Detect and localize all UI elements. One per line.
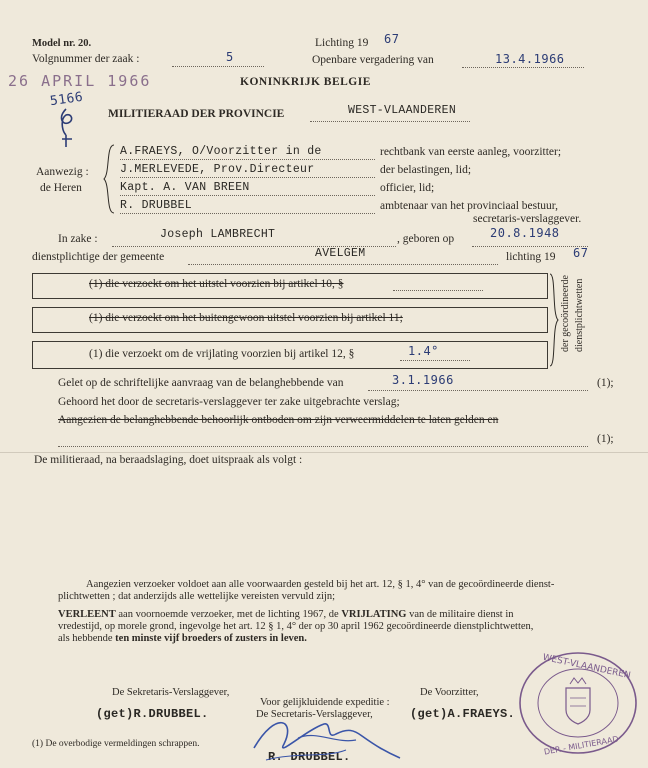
lichting-value: 67 (384, 32, 400, 46)
kingdom-title: KONINKRIJK BELGIE (240, 76, 371, 88)
province-value: WEST-VLAANDEREN (348, 104, 457, 117)
decision-para2-text1: aan voornoemde verzoeker, met de lichting 1967, de (118, 609, 339, 620)
secretary-role: secretaris-verslaggever. (473, 213, 582, 225)
member-name-2: J.MERLEVEDE, Prov.Directeur (120, 163, 315, 176)
inzake-label: In zake : (58, 233, 98, 245)
gemeente-value: AVELGEM (315, 247, 366, 260)
person-name: Joseph LAMBRECHT (160, 228, 276, 241)
options-brace-icon (548, 272, 560, 368)
gelet-label: Gelet op de schriftelijke aanvraag van de belanghebbende van (58, 377, 344, 389)
gelet-end: (1); (597, 377, 614, 389)
received-date-stamp: 26 APRIL 1966 (8, 72, 152, 90)
option-box-3 (32, 341, 548, 369)
case-lichting-value: 67 (573, 246, 589, 260)
openbare-label: Openbare vergadering van (312, 54, 434, 66)
copy-name: R. DRUBBEL. (268, 750, 351, 764)
model-number: Model nr. 20. (32, 38, 92, 49)
lichting-label: Lichting 19 (315, 37, 369, 49)
member-name-4: R. DRUBBEL (120, 199, 193, 212)
secretary-title: De Sekretaris-Verslaggever, (112, 687, 230, 698)
gemeente-label: dienstplichtige der gemeente (32, 251, 165, 263)
member-role-3: officier, lid; (380, 182, 435, 194)
option-text-1: (1) die verzoekt om het uitstel voorzien bij artikel 10, § (89, 278, 344, 290)
aangezien-end: (1); (597, 433, 614, 445)
volgnummer-value: 5 (226, 50, 234, 64)
members-brace-icon (102, 143, 116, 215)
official-seal-icon (516, 648, 640, 758)
option-text-3: (1) die verzoekt om de vrijlating voorzien bij artikel 12, § (89, 348, 355, 360)
decision-para2-text3a: als hebbende (58, 633, 113, 644)
copy-label: Voor gelijkluidende expeditie : (260, 697, 390, 708)
militieraad-label: MILITIERAAD DER PROVINCIE (108, 108, 285, 120)
chair-signature: (get)A.FRAEYS. (410, 707, 516, 721)
fold-line (0, 452, 648, 453)
verleent-word: VERLEENT (58, 609, 116, 620)
side-label-1: der gecoördineerde (560, 275, 571, 352)
handwritten-note: 5166 (49, 89, 85, 110)
gehoord-text: Gehoord het door de secretaris-verslaggever ter zake uitgebrachte verslag; (58, 396, 400, 408)
chair-title: De Voorzitter, (420, 687, 479, 698)
geboren-label: , geboren op (397, 233, 455, 245)
handwritten-signature-icon (236, 700, 406, 766)
member-role-2: der belastingen, lid; (380, 164, 472, 176)
openbare-value: 13.4.1966 (495, 52, 565, 66)
secretary-signature: (get)R.DRUBBEL. (96, 707, 209, 721)
option-text-2: (1) die verzoekt om het buitengewoon uitstel voorzien bij artikel 11; (89, 312, 403, 324)
decision-para2-text3b: ten minste vijf broeders of zusters in leven. (115, 633, 307, 644)
volgnummer-label: Volgnummer der zaak : (32, 53, 140, 65)
decision-para2-line2: vredestijd, op morele grond, ingevolge het art. 12 § 1, 4° der op 30 april 1962 gecoördineerde dienstplichtwetten, (58, 621, 534, 632)
decision-para2-line3 (58, 633, 307, 644)
decision-para2-line1 (58, 609, 513, 620)
aangezien-struck-text: Aangezien de belanghebbende behoorlijk ontboden om zijn verweermiddelen te laten gelden en (58, 414, 499, 426)
option-value-3: 1.4° (408, 344, 439, 358)
member-role-4: ambtenaar van het provinciaal bestuur, (380, 200, 559, 212)
member-role-1: rechtbank van eerste aanleg, voorzitter; (380, 146, 562, 158)
svg-text:DER - MILITIERAAD: DER - MILITIERAAD (543, 734, 620, 757)
gelet-value: 3.1.1966 (392, 373, 454, 387)
birthdate-value: 20.8.1948 (490, 226, 560, 240)
vrijlating-word: VRIJLATING (341, 609, 407, 620)
handwritten-mark-icon (52, 105, 82, 151)
member-name-1: A.FRAEYS, O/Voorzitter in de (120, 145, 322, 158)
copy-title: De Secretaris-Verslaggever, (256, 709, 373, 720)
footnote: (1) De overbodige vermeldingen schrappen. (32, 739, 200, 749)
decision-para2-text2: van de militaire dienst in (409, 609, 514, 620)
case-lichting-label: lichting 19 (506, 251, 556, 263)
member-name-3: Kapt. A. VAN BREEN (120, 181, 250, 194)
uitspraak-text: De militieraad, na beraadslaging, doet uitspraak als volgt : (34, 454, 303, 466)
option-box-1 (32, 273, 548, 299)
decision-para1-line2: plichtwetten ; dat anderzijds alle wettelijke vereisten vervuld zijn; (58, 591, 335, 602)
decision-para1-line1: Aangezien verzoeker voldoet aan alle voorwaarden gesteld bij het art. 12, § 1, 4° van de gecoördineerde dienst- (86, 579, 555, 590)
de-heren-label: de Heren (40, 182, 82, 194)
option-box-2 (32, 307, 548, 333)
aanwezig-label: Aanwezig : (36, 166, 89, 178)
side-label-2: dienstplichtwetten (574, 278, 585, 352)
svg-text:WEST-VLAANDEREN: WEST-VLAANDEREN (541, 652, 632, 682)
